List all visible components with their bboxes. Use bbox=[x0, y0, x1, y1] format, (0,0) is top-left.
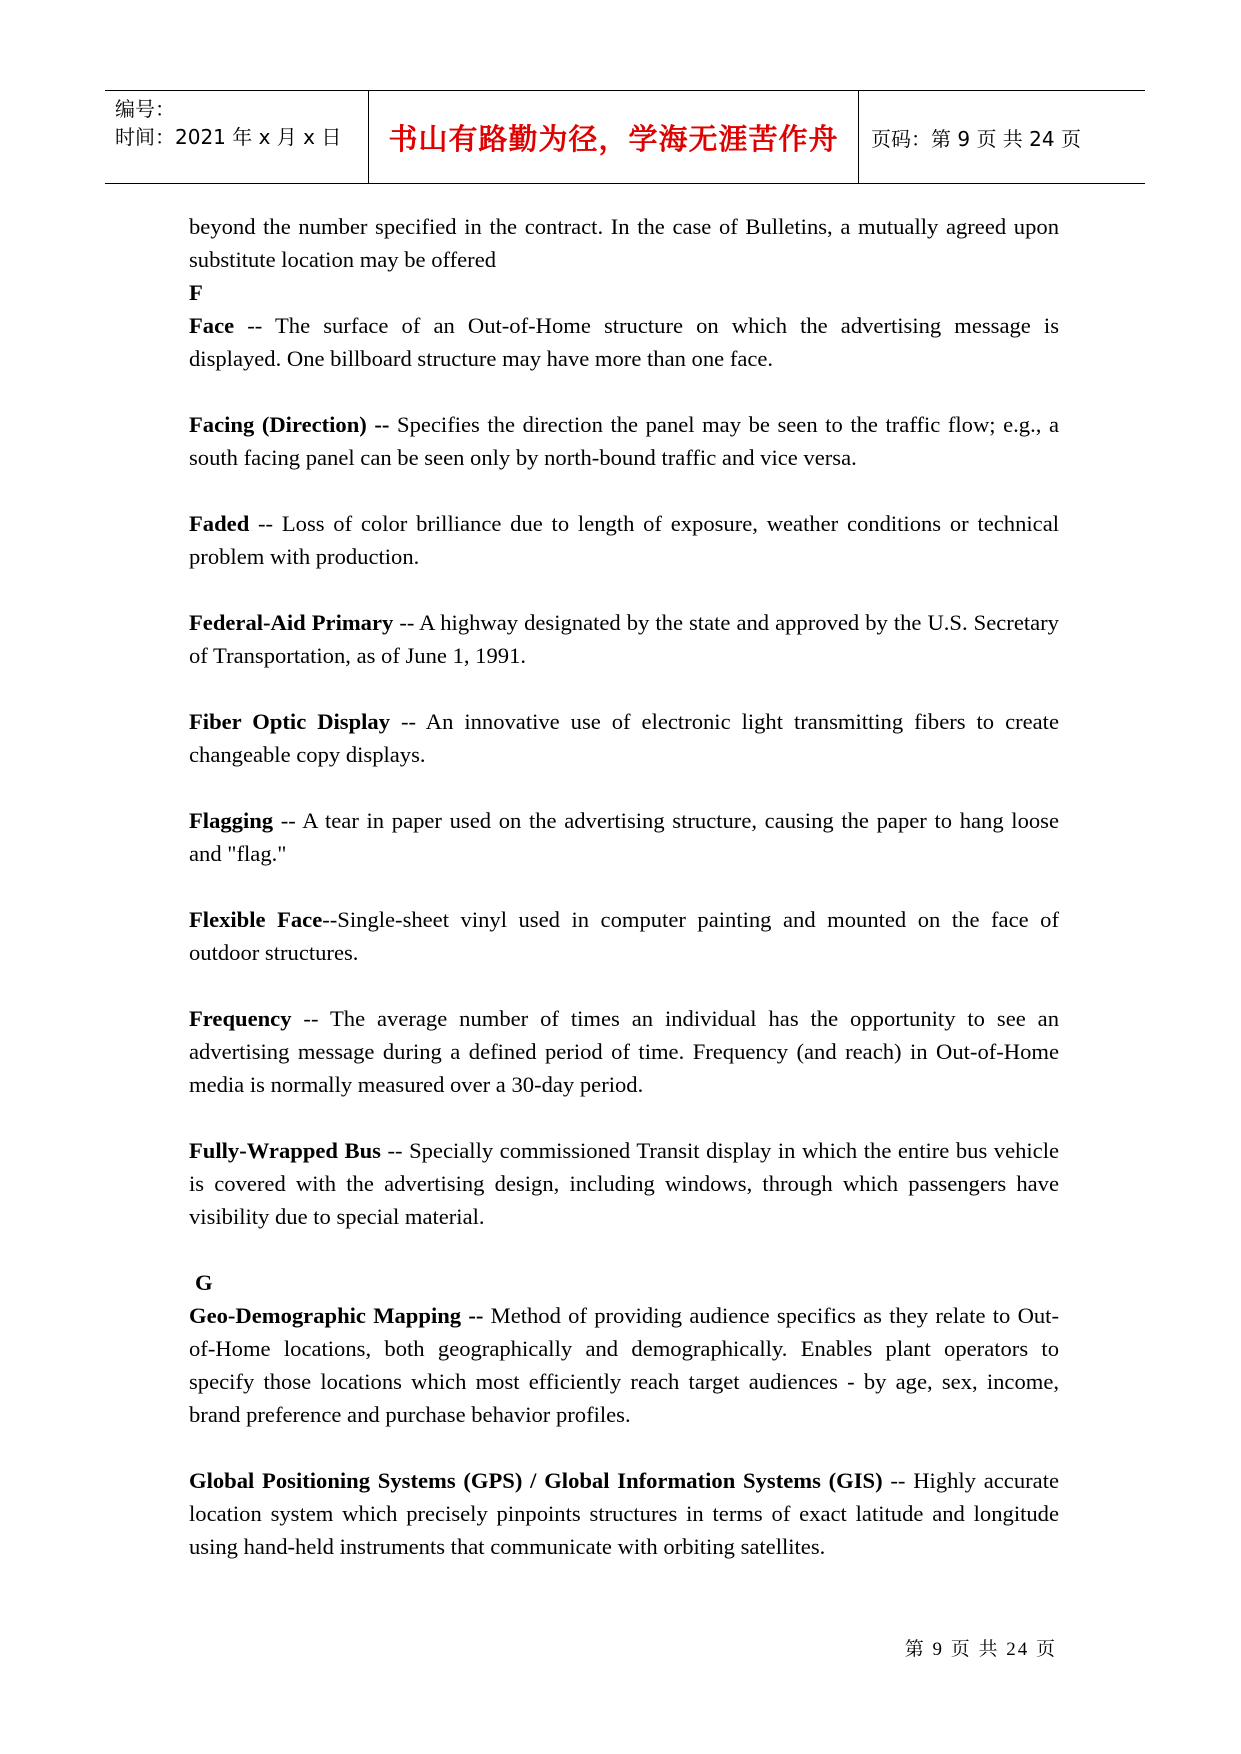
glossary-body bbox=[189, 210, 1059, 1563]
entry-term: Frequency bbox=[189, 1006, 292, 1031]
page-header bbox=[105, 90, 1145, 184]
entry-definition: -- Highly accurate location system which precisely pinpoints structures in terms of exact latitude and longitude using hand-held instruments that communicate with orbiting satellites. bbox=[189, 1468, 1059, 1559]
entry-term: Fiber Optic Display bbox=[189, 709, 391, 734]
header-motto-cell bbox=[369, 91, 859, 183]
page-footer: 第 9 页 共 24 页 bbox=[904, 1639, 1057, 1660]
entry-definition: -- A tear in paper used on the advertising structure, causing the paper to hang loose and "flag." bbox=[189, 808, 1059, 866]
entry-term: Federal-Aid Primary bbox=[189, 610, 394, 635]
entry-definition: -- Loss of color brilliance due to length of exposure, weather conditions or technical problem with production. bbox=[189, 511, 1059, 569]
entry-term: Facing (Direction) -- bbox=[189, 412, 390, 437]
document-number-label: 编号： bbox=[115, 97, 175, 121]
entry-definition: --Single-sheet vinyl used in computer painting and mounted on the face of outdoor structures. bbox=[189, 907, 1059, 965]
entry-term: Faded bbox=[189, 511, 250, 536]
section-letter-g: G bbox=[195, 1270, 213, 1295]
glossary-entry bbox=[189, 705, 1059, 771]
entry-term: Flagging bbox=[189, 808, 274, 833]
entry-definition: -- An innovative use of electronic light transmitting fibers to create changeable copy displays. bbox=[189, 709, 1059, 767]
entry-definition: -- The average number of times an individual has the opportunity to see an advertising message during a defined period of time. Frequency (and reach) in Out-of-Home media is normally measured over a 30-day period. bbox=[189, 1006, 1059, 1097]
entry-term: Geo-Demographic Mapping -- bbox=[189, 1303, 484, 1328]
section-letter-f: F bbox=[189, 280, 203, 305]
entry-definition: Specifies the direction the panel may be seen to the traffic flow; e.g., a south facing panel can be seen only by north-bound traffic and vice versa. bbox=[189, 412, 1059, 470]
document-time: 时间：2021 年 x 月 x 日 bbox=[115, 125, 342, 149]
glossary-entry bbox=[189, 606, 1059, 672]
entry-definition: -- A highway designated by the state and approved by the U.S. Secretary of Transportation, as of June 1, 1991. bbox=[189, 610, 1059, 668]
entry-term: Face bbox=[189, 313, 235, 338]
entry-term: Flexible Face bbox=[189, 907, 323, 932]
glossary-entry bbox=[189, 309, 1059, 375]
glossary-entry bbox=[189, 1002, 1059, 1101]
entry-term: Fully-Wrapped Bus bbox=[189, 1138, 381, 1163]
header-page-info: 页码：第 9 页 共 24 页 bbox=[871, 126, 1081, 151]
glossary-entry bbox=[189, 903, 1059, 969]
entry-term: Global Positioning Systems (GPS) / Global Information Systems (GIS) bbox=[189, 1468, 883, 1493]
glossary-entry bbox=[189, 1464, 1059, 1563]
glossary-entry bbox=[189, 1299, 1059, 1431]
header-motto: 书山有路勤为径，学海无涯苦作舟 bbox=[388, 121, 839, 156]
glossary-entry bbox=[189, 408, 1059, 474]
header-meta bbox=[105, 91, 369, 183]
entry-definition: -- The surface of an Out-of-Home structure on which the advertising message is displayed. One billboard structure may have more than one face. bbox=[189, 313, 1059, 371]
entry-definition: -- Specially commissioned Transit display in which the entire bus vehicle is covered with the advertising design, including windows, through which passengers have visibility due to special material. bbox=[189, 1138, 1059, 1229]
entry-definition: Method of providing audience specifics as they relate to Out-of-Home locations, both geographically and demographically. Enables plant operators to specify those locations which most efficiently reach target audiences - by age, sex, income, brand preference and purchase behavior profiles. bbox=[189, 1303, 1059, 1427]
glossary-entry bbox=[189, 507, 1059, 573]
glossary-entry bbox=[189, 1134, 1059, 1233]
continuation-paragraph: beyond the number specified in the contract. In the case of Bulletins, a mutually agreed upon substitute location may be offered bbox=[189, 214, 1059, 272]
glossary-entry bbox=[189, 804, 1059, 870]
